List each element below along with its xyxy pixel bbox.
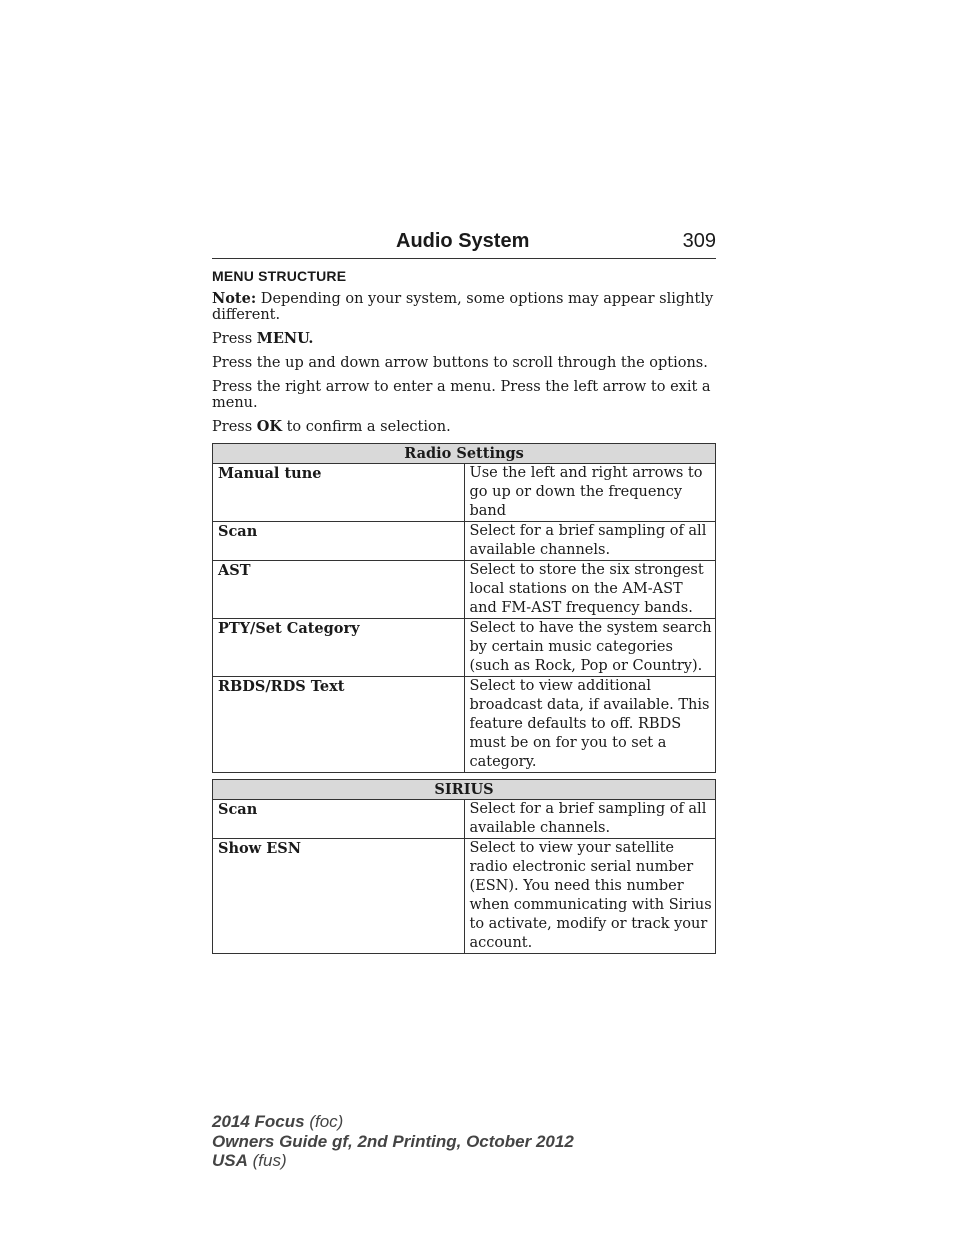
- table-row: [213, 619, 716, 677]
- table-row: [213, 561, 716, 619]
- option-description: Select to view additional broadcast data, if available. This feature defaults to off. RBDS must be on for you to set a category.: [464, 677, 716, 773]
- section-heading: MENU STRUCTURE: [212, 268, 347, 284]
- option-description: Select for a brief sampling of all available channels.: [464, 800, 716, 839]
- press-ok-paragraph: [212, 419, 716, 435]
- arrows-paragraph: Press the right arrow to enter a menu. Press the left arrow to exit a menu.: [212, 379, 711, 411]
- table-header-row: [213, 780, 716, 800]
- note-text: Depending on your system, some options may appear slightly different.: [212, 291, 714, 323]
- footer-edition: Owners Guide gf, 2nd Printing, October 2012: [212, 1131, 574, 1151]
- press-ok-prefix: Press: [212, 419, 257, 435]
- radio-settings-table: [212, 443, 716, 773]
- option-description: Select to store the six strongest local stations on the AM-AST and FM-AST frequency bands.: [464, 561, 716, 619]
- page-footer: [212, 1112, 574, 1171]
- table-row: [213, 677, 716, 773]
- footer-model: 2014 Focus: [212, 1112, 305, 1131]
- option-name: Scan: [213, 522, 465, 561]
- page-title: Audio System: [396, 230, 530, 252]
- note-paragraph: [212, 291, 716, 323]
- option-description: Use the left and right arrows to go up or down the frequency band: [464, 464, 716, 522]
- table-row: [213, 839, 716, 954]
- table-header-row: [213, 444, 716, 464]
- page-header: [212, 228, 716, 259]
- table-row: [213, 800, 716, 839]
- menu-key-label: MENU.: [256, 330, 314, 347]
- footer-market-code: (fus): [247, 1151, 287, 1170]
- page-content: [212, 268, 716, 954]
- option-description: Select for a brief sampling of all available channels.: [464, 522, 716, 561]
- note-label: Note:: [212, 290, 257, 307]
- option-description: Select to view your satellite radio electronic serial number (ESN). You need this number when communicating with Sirius to activate, modify or track your account.: [464, 839, 716, 954]
- option-name: RBDS/RDS Text: [213, 677, 465, 773]
- sirius-heading: SIRIUS: [213, 780, 716, 800]
- radio-settings-heading: Radio Settings: [213, 444, 716, 464]
- footer-line-model: [212, 1112, 574, 1132]
- footer-line-market: [212, 1151, 574, 1171]
- table-row: [213, 464, 716, 522]
- footer-market: USA: [212, 1151, 248, 1170]
- ok-key-label: OK: [256, 418, 282, 435]
- press-ok-suffix: to confirm a selection.: [282, 419, 451, 435]
- option-name: Scan: [213, 800, 465, 839]
- table-row: [213, 522, 716, 561]
- sirius-table: [212, 779, 716, 954]
- option-name: Manual tune: [213, 464, 465, 522]
- option-name: PTY/Set Category: [213, 619, 465, 677]
- press-menu-prefix: Press: [212, 331, 257, 347]
- footer-model-code: (foc): [304, 1112, 344, 1131]
- option-name: Show ESN: [213, 839, 465, 954]
- page-number: 309: [682, 230, 716, 252]
- scroll-paragraph: Press the up and down arrow buttons to scroll through the options.: [212, 355, 708, 371]
- option-name: AST: [213, 561, 465, 619]
- footer-line-edition: [212, 1132, 574, 1152]
- press-menu-paragraph: [212, 331, 716, 347]
- option-description: Select to have the system search by certain music categories (such as Rock, Pop or Country).: [464, 619, 716, 677]
